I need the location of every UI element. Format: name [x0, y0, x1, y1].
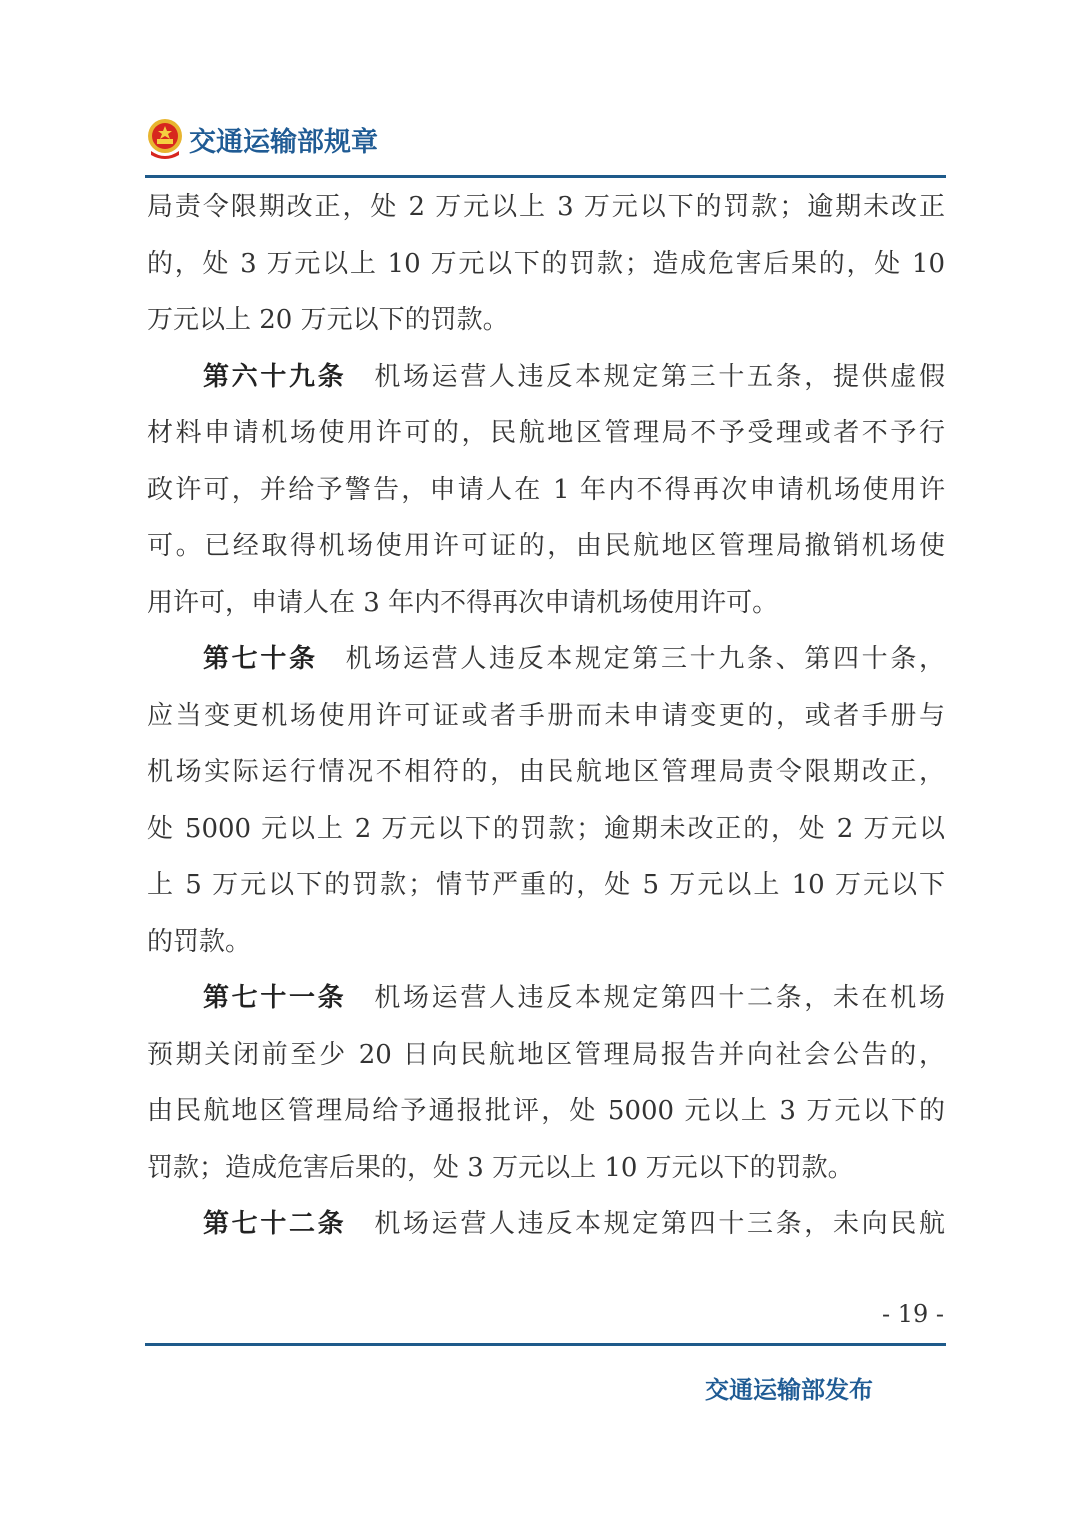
header-title: 交通运输部规章: [189, 126, 378, 158]
text-line: [147, 1196, 945, 1253]
line-text: 材料申请机场使用许可的，民航地区管理局不予受理或者不予行: [147, 418, 945, 448]
text-line: [147, 970, 945, 1027]
text-line: [147, 1083, 945, 1140]
footer-publisher: 交通运输部发布: [705, 1376, 873, 1404]
line-text: 机场运营人违反本规定第四十二条，未在机场: [374, 983, 945, 1013]
line-text: 用许可，申请人在 3 年内不得再次申请机场使用许可。: [147, 587, 779, 618]
article-number: 第七十条: [203, 644, 318, 674]
paragraph: [147, 349, 945, 632]
line-text: 机场运营人违反本规定第四十三条，未向民航: [374, 1209, 945, 1239]
document-header: [145, 117, 378, 161]
line-text: 的罚款。: [147, 926, 252, 957]
line-text: 预期关闭前至少 20 日向民航地区管理局报告并向社会公告的，: [147, 1039, 945, 1070]
paragraph: [147, 631, 945, 970]
text-line: [147, 462, 945, 519]
paragraph: [147, 179, 945, 349]
text-line: [147, 179, 945, 236]
line-text: 万元以上 20 万元以下的罚款。: [147, 305, 509, 335]
page-number: - 19 -: [881, 1300, 944, 1328]
article-number: 第七十二条: [203, 1209, 347, 1239]
text-line: [147, 688, 945, 745]
text-line: [147, 349, 945, 406]
line-text: 处 5000 元以上 2 万元以下的罚款；逾期未改正的，处 2 万元以: [147, 813, 945, 844]
national-emblem-icon: [145, 117, 185, 161]
text-line: [147, 1027, 945, 1084]
line-text: 机场运营人违反本规定第三十九条、第四十条，: [345, 644, 945, 674]
text-line: [147, 914, 945, 971]
text-line: [147, 405, 945, 462]
line-text: 上 5 万元以下的罚款；情节严重的，处 5 万元以上 10 万元以下: [147, 870, 945, 900]
paragraph: [147, 970, 945, 1196]
text-line: [147, 857, 945, 914]
text-line: [147, 801, 945, 858]
line-text: 机场实际运行情况不相符的，由民航地区管理局责令限期改正，: [147, 757, 945, 787]
article-number: 第七十一条: [203, 983, 347, 1013]
article-number: 第六十九条: [203, 361, 347, 392]
text-line: [147, 1140, 945, 1197]
line-text: 的，处 3 万元以上 10 万元以下的罚款；造成危害后果的，处 10: [147, 248, 945, 279]
paragraph: [147, 1196, 945, 1253]
text-line: [147, 518, 945, 575]
line-text: 由民航地区管理局给予通报批评，处 5000 元以上 3 万元以下的: [147, 1096, 945, 1126]
document-body: [147, 179, 945, 1253]
text-line: [147, 631, 945, 688]
line-text: 罚款；造成危害后果的，处 3 万元以上 10 万元以下的罚款。: [147, 1152, 854, 1183]
header-rule: [145, 175, 946, 178]
line-text: 机场运营人违反本规定第三十五条，提供虚假: [374, 361, 945, 392]
line-text: 可。已经取得机场使用许可证的，由民航地区管理局撤销机场使: [147, 531, 945, 561]
line-text: 局责令限期改正，处 2 万元以上 3 万元以下的罚款；逾期未改正: [147, 192, 945, 222]
footer-rule: [145, 1343, 946, 1346]
line-text: 政许可，并给予警告，申请人在 1 年内不得再次申请机场使用许: [147, 474, 945, 505]
text-line: [147, 744, 945, 801]
text-line: [147, 292, 945, 349]
line-text: 应当变更机场使用许可证或者手册而未申请变更的，或者手册与: [147, 700, 945, 731]
text-line: [147, 575, 945, 632]
text-line: [147, 236, 945, 293]
